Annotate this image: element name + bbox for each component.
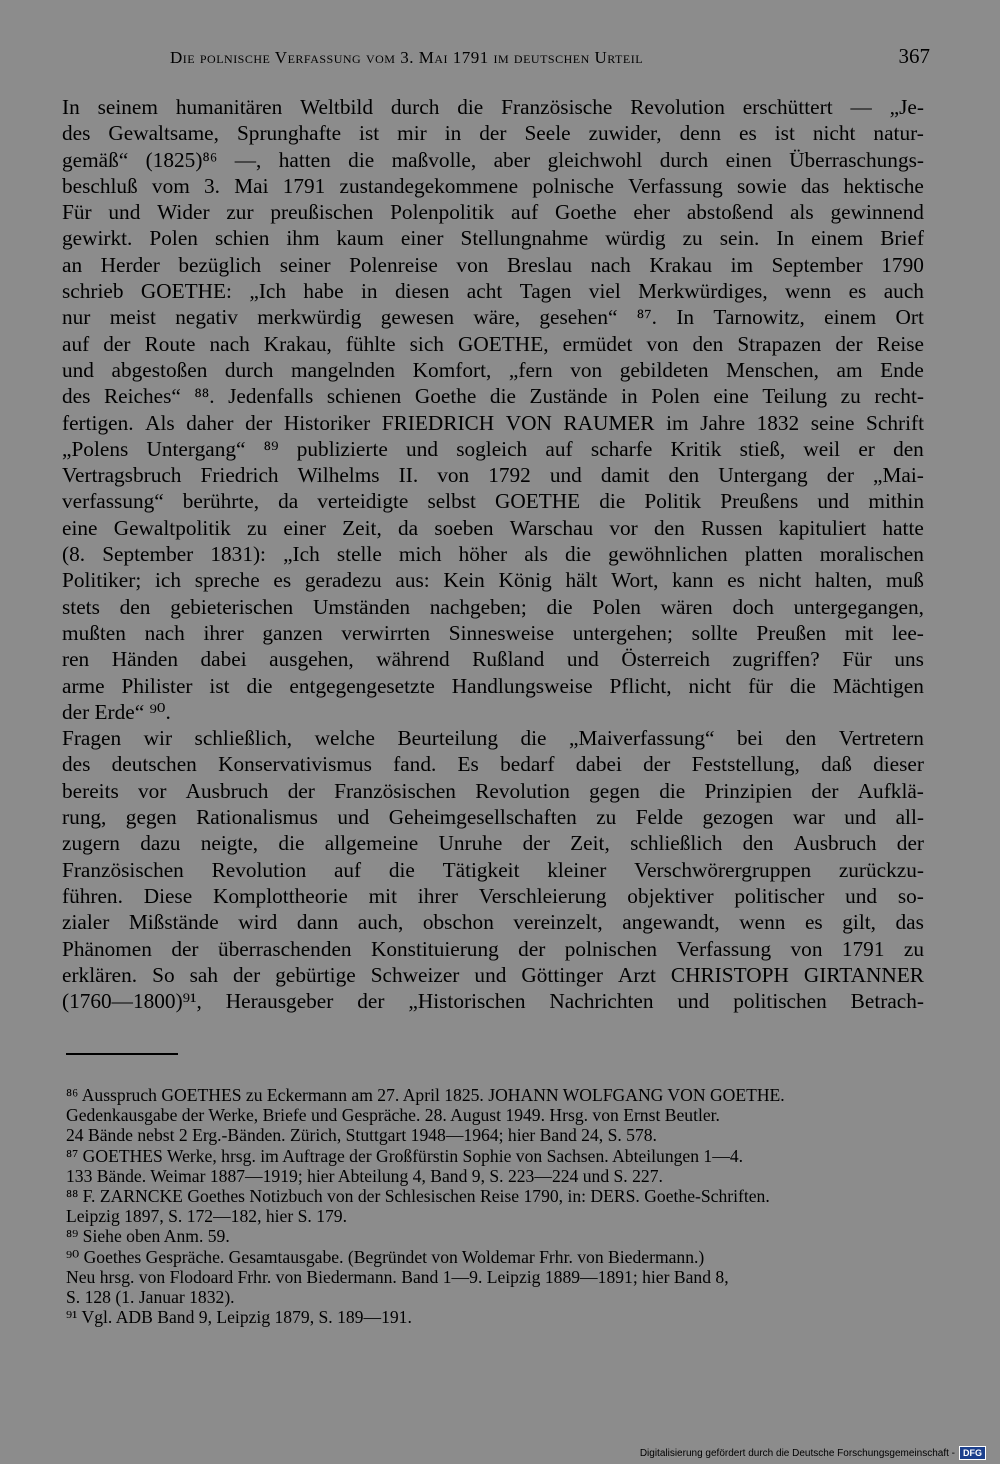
- footnote-line: ⁸⁸ F. ZARNCKE Goethes Notizbuch von der Schlesischen Reise 1790, in: DERS. Goethe-Schriften.: [66, 1185, 770, 1206]
- body-line: gewirkt. Polen schien ihm kaum einer Stellungnahme würdig zu sein. In einem Brief: [62, 226, 924, 251]
- footnote-line: ⁸⁹ Siehe oben Anm. 59.: [66, 1226, 230, 1247]
- body-line: verfassung“ berührte, da verteidigte selbst GOETHE die Politik Preußens und mithin: [62, 489, 924, 514]
- footnote-line: Gedenkausgabe der Werke, Briefe und Gespräche. 28. August 1949. Hrsg. von Ernst Beutler.: [66, 1105, 720, 1126]
- dfg-logo-icon: DFG: [959, 1446, 986, 1460]
- running-header-title: Die polnische Verfassung vom 3. Mai 1791 im deutschen Urteil: [170, 48, 644, 67]
- page-number: 367: [898, 44, 930, 68]
- footnote-separator: [66, 1053, 178, 1055]
- body-line: Fragen wir schließlich, welche Beurteilung die „Maiverfassung“ bei den Vertretern: [62, 726, 924, 751]
- running-header: [60, 44, 930, 69]
- body-line: stets den gebieterischen Umständen nachgeben; die Polen wären doch untergegangen,: [62, 594, 924, 619]
- footnote-line: 24 Bände nebst 2 Erg.-Bänden. Zürich, Stuttgart 1948—1964; hier Band 24, S. 578.: [66, 1125, 657, 1146]
- body-line: Für und Wider zur preußischen Polenpolitik auf Goethe eher abstoßend als gewinnend: [62, 200, 924, 225]
- body-line: fertigen. Als daher der Historiker FRIEDRICH VON RAUMER im Jahre 1832 seine Schrift: [62, 410, 924, 435]
- body-line: mußten nach ihrer ganzen verwirrten Sinnesweise untergehen; sollte Preußen mit lee-: [62, 620, 924, 645]
- footnote-line: S. 128 (1. Januar 1832).: [66, 1286, 235, 1307]
- footnote-line: Neu hrsg. von Flodoard Frhr. von Biedermann. Band 1—9. Leipzig 1889—1891; hier Band 8,: [66, 1266, 729, 1287]
- footnote-line: Leipzig 1897, S. 172—182, hier S. 179.: [66, 1206, 347, 1227]
- body-line: Phänomen der überraschenden Konstituierung der polnischen Verfassung von 1791 zu: [62, 936, 924, 961]
- body-line: an Herder bezüglich seiner Polenreise von Breslau nach Krakau im September 1790: [62, 252, 924, 277]
- body-line: rung, gegen Rationalismus und Geheimgesellschaften zu Felde gezogen war und all-: [62, 805, 924, 830]
- footnote-line: ⁸⁶ Ausspruch GOETHES zu Eckermann am 27. April 1825. JOHANN WOLFGANG VON GOETHE.: [66, 1085, 785, 1105]
- body-line: schrieb GOETHE: „Ich habe in diesen acht Tagen viel Merkwürdiges, wenn es auch: [62, 279, 924, 304]
- body-line: Französischen Revolution auf die Tätigkeit kleiner Verschwörergruppen zurückzu-: [62, 857, 924, 882]
- body-line: beschluß vom 3. Mai 1791 zustandegekommene polnische Verfassung sowie das hektische: [62, 173, 924, 198]
- body-line: der Erde“ ⁹⁰.: [62, 699, 171, 724]
- body-line: „Polens Untergang“ ⁸⁹ publizierte und sogleich auf scharfe Kritik stieß, weil er den: [62, 436, 924, 461]
- body-line: nur meist negativ merkwürdig gewesen wäre, gesehen“ ⁸⁷. In Tarnowitz, einem Ort: [62, 305, 924, 330]
- body-line: zialer Mißstände wird dann auch, obschon vereinzelt, angewandt, wenn es gilt, das: [62, 910, 924, 935]
- footnote-line: 133 Bände. Weimar 1887—1919; hier Abteilung 4, Band 9, S. 223—224 und S. 227.: [66, 1165, 663, 1186]
- body-line: gemäß“ (1825)⁸⁶ —, hatten die maßvolle, aber gleichwohl durch einen Überraschungs-: [62, 147, 924, 172]
- body-line: führen. Diese Komplottheorie mit ihrer Verschleierung objektiver politischer und so-: [62, 883, 924, 908]
- body-line: In seinem humanitären Weltbild durch die Französische Revolution erschüttert — „Je-: [62, 95, 924, 119]
- body-line: (8. September 1831): „Ich stelle mich höher als die gewöhnlichen platten moralischen: [62, 542, 924, 567]
- body-line: (1760—1800)⁹¹, Herausgeber der „Historischen Nachrichten und politischen Betrach-: [62, 989, 924, 1014]
- body-line: arme Philister ist die entgegengesetzte Handlungsweise Pflicht, nicht für die Mächtigen: [62, 673, 924, 698]
- body-line: erklären. So sah der gebürtige Schweizer und Göttinger Arzt CHRISTOPH GIRTANNER: [62, 962, 924, 987]
- footnote-line: ⁹¹ Vgl. ADB Band 9, Leipzig 1879, S. 189—191.: [66, 1307, 412, 1328]
- body-line: des deutschen Konservativismus fand. Es bedarf dabei der Feststellung, daß dieser: [62, 752, 924, 777]
- body-line: Politiker; ich spreche es geradezu aus: Kein König hält Wort, kann es nicht halten, muß: [62, 568, 924, 593]
- footnote-line: ⁹⁰ Goethes Gespräche. Gesamtausgabe. (Begründet von Woldemar Frhr. von Biedermann.): [66, 1246, 705, 1267]
- body-text: [62, 94, 924, 1014]
- footnotes: [66, 1085, 932, 1327]
- body-line: zugern dazu neigte, die allgemeine Unruhe der Zeit, schließlich den Ausbruch der: [62, 831, 924, 856]
- body-line: eine Gewaltpolitik zu einer Zeit, da soeben Warschau vor den Russen kapituliert hatte: [62, 515, 924, 540]
- body-line: auf der Route nach Krakau, fühlte sich GOETHE, ermüdet von den Strapazen der Reise: [62, 331, 924, 356]
- body-line: bereits vor Ausbruch der Französischen Revolution gegen die Prinzipien der Aufklä-: [62, 778, 924, 803]
- body-line: des Gewaltsame, Sprunghafte ist mir in der Seele zuwider, denn es ist nicht natur-: [62, 121, 924, 146]
- body-line: Vertragsbruch Friedrich Wilhelms II. von 1792 und damit den Untergang der „Mai-: [62, 463, 924, 488]
- body-line: des Reiches“ ⁸⁸. Jedenfalls schienen Goethe die Zustände in Polen eine Teilung zu recht-: [62, 384, 924, 409]
- body-line: und abgestoßen durch mangelnden Komfort, „fern von gebildeten Menschen, am Ende: [62, 357, 924, 382]
- footnote-line: ⁸⁷ GOETHES Werke, hrsg. im Auftrage der Großfürstin Sophie von Sachsen. Abteilungen 1—4.: [66, 1145, 744, 1166]
- digitization-credit: [640, 1446, 986, 1460]
- credit-text: Digitalisierung gefördert durch die Deutsche Forschungsgemeinschaft -: [639, 1447, 955, 1459]
- body-line: ren Händen dabei ausgehen, während Rußland und Österreich zugriffen? Für uns: [62, 647, 924, 672]
